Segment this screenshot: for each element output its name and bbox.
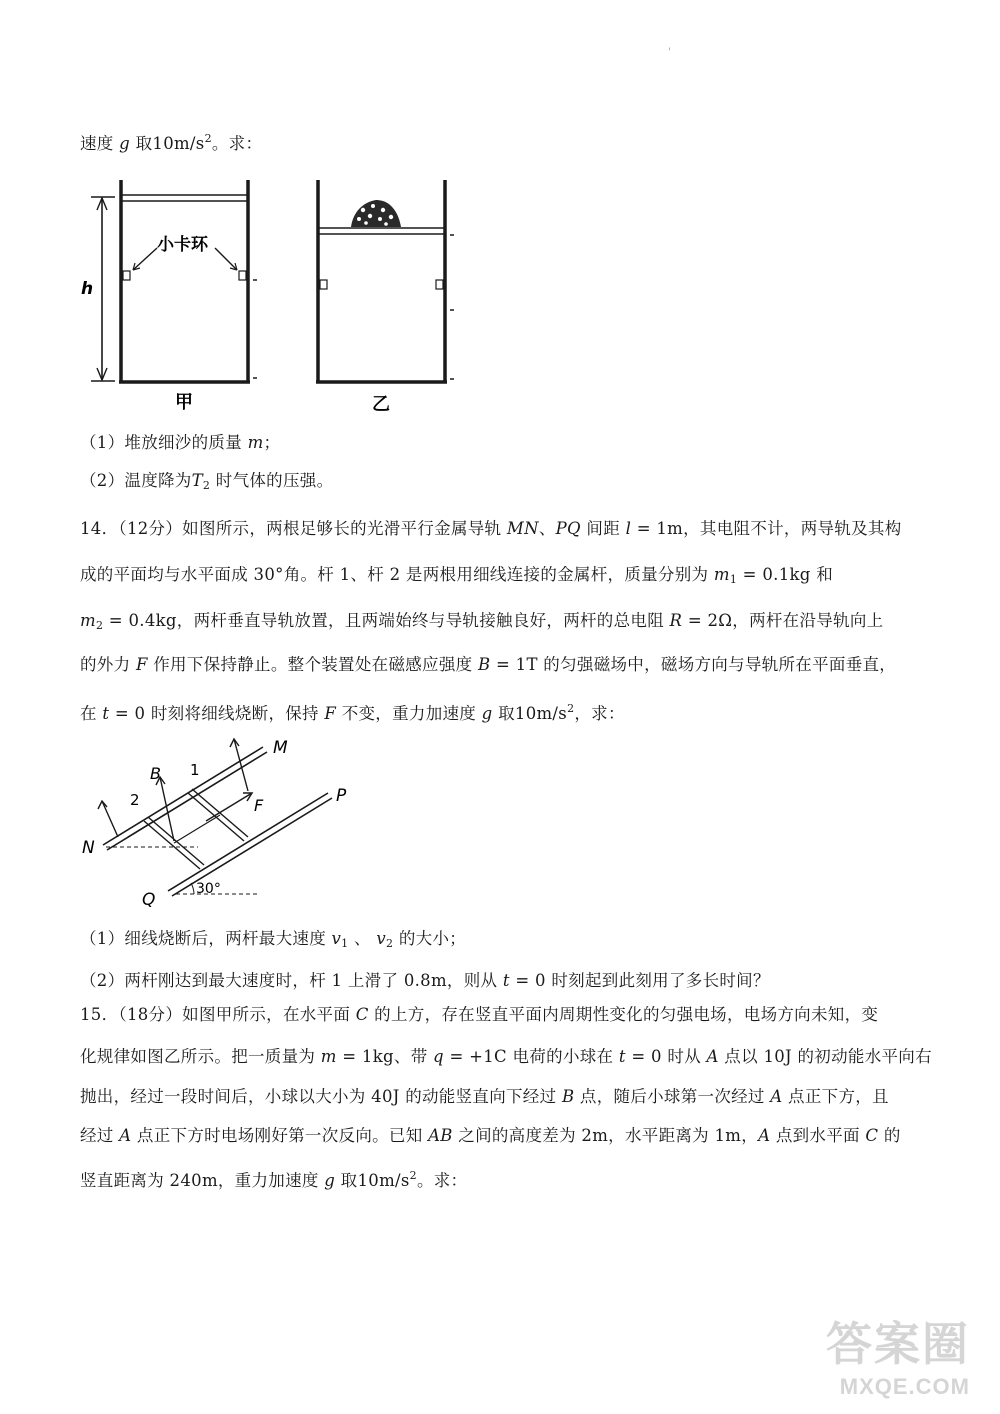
watermark-url: MXQE.COM [839,1374,970,1399]
intro-line: 速度 g 取$10m/s^2$。求： [80,132,263,153]
q14-line2: 成的平面均与水平面成 30°角。杆 1、杆 2 是两根用细线连接的金属杆，质量分别为 $m_1 = 0.1kg$ 和 [80,565,834,586]
label-M: M [273,738,288,758]
q15-line3: 抛出，经过一段时间后，小球以大小为 40J 的动能竖直向下经过 B 点，随后小球第一次经过 A 点正下方，且 [80,1087,889,1106]
q13-part1: （1）堆放细沙的质量 m； [80,433,281,452]
q15-line2: 化规律如图乙所示。把一质量为 m = 1kg、带 q = +1C 电荷的小球在 t = 0 时从 A 点以 10J 的初动能水平向右 [80,1047,932,1066]
q14-line5: 在 t = 0 时刻将细线烧断，保持 F 不变，重力加速度 g 取$10m/s^2$，求： [80,702,625,723]
q15-line4: 经过 A 点正下方时电场刚好第一次反向。已知 AB 之间的高度差为 2m，水平距离为 1m，A 点到水平面 C 的 [80,1126,901,1145]
label-jia: 甲 [175,392,193,413]
label-P: P [336,786,347,806]
q13-part2: （2）温度降为$T_2$ 时气体的压强。 [80,471,334,492]
label-yi: 乙 [372,394,390,415]
label-rod-1: 1 [190,761,200,779]
label-rod-2: 2 [130,791,140,809]
top-mark: ' [668,47,672,58]
q14-part1: （1）细线烧断后，两杆最大速度 $v_1$ 、 $v_2$ 的大小； [80,929,467,950]
sand-pile [351,200,401,227]
label-F: F [254,796,264,815]
label-h: h [81,279,94,299]
q14-line4: 的外力 F 作用下保持静止。整个装置处在磁感应强度 B = 1T 的匀强磁场中，磁场方向与导轨所在平面垂直， [80,655,897,674]
label-Q: Q [142,890,156,910]
q15-line1: 15．（18分）如图甲所示，在水平面 C 的上方，存在竖直平面内周期性变化的匀强电场，电场方向未知，变 [80,1005,879,1024]
figure-rails [78,733,368,913]
label-N: N [82,838,95,858]
q14-line3: $m_2 = 0.4kg$，两杆垂直导轨放置，且两端始终与导轨接触良好，两杆的总电阻 R = 2Ω，两杆在沿导轨向上 [80,611,884,632]
label-angle: 30° [196,881,221,897]
label-ring: 小卡环 [157,235,208,255]
q14-line1: 14．（12分）如图所示，两根足够长的光滑平行金属导轨 MN、PQ 间距 l = 1m，其电阻不计，两导轨及其构 [80,519,902,538]
q15-line5: 竖直距离为 240m，重力加速度 g 取$10m/s^2$。求： [80,1169,468,1190]
watermark-title: 答案圈 [826,1318,970,1370]
q14-part2: （2）两杆刚达到最大速度时，杆 1 上滑了 0.8m，则从 t = 0 时刻起到此刻用了多长时间？ [80,971,770,990]
watermark-logo [826,1308,970,1400]
figure-containers [75,172,465,417]
label-B: B [150,764,161,783]
